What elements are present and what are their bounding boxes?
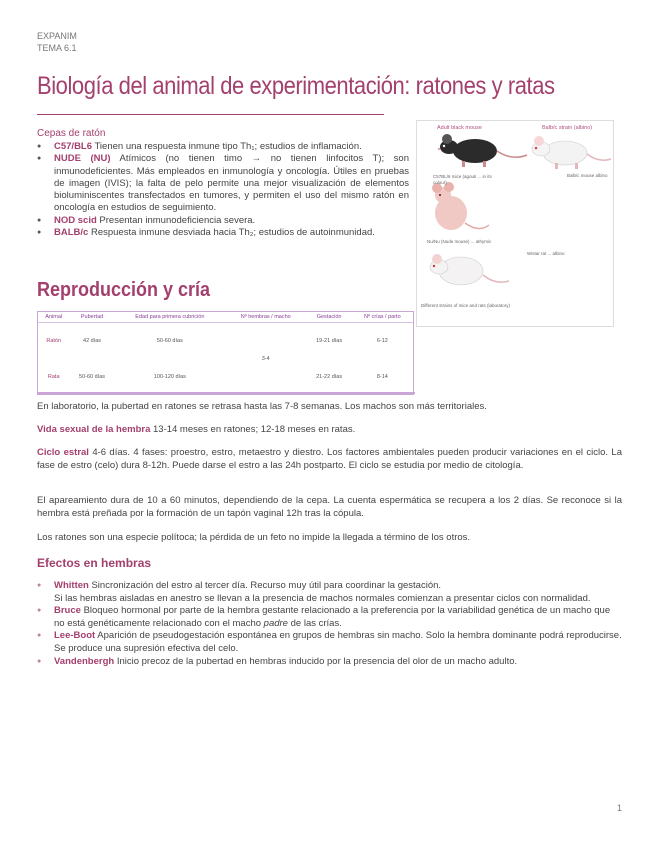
paragraph-text: 4-6 días. 4 fases: proestro, estro, metaestro y diestro. Los factores ambientales pueden producir variaciones en el ciclo. La fase de estro (celo) dura 8-12h. Puede darse el estro a las 24h postparto. El ciclo se estudia por medio de citología. bbox=[37, 447, 622, 471]
effect-name: Whitten bbox=[54, 580, 89, 591]
paragraph bbox=[37, 447, 622, 473]
strains-label: Cepas de ratón bbox=[37, 128, 106, 139]
figure-caption: Wistar rat ... albino bbox=[527, 251, 565, 256]
table-cell: 21-22 días bbox=[316, 373, 343, 380]
white-mouse-icon bbox=[532, 136, 611, 169]
page-title: Biología del animal de experimentación: ratones y ratas bbox=[37, 72, 555, 100]
effect-description: Sincronización del estro al tercer día. Recurso muy útil para coordinar la gestación. bbox=[88, 580, 442, 591]
paragraph: Los ratones son una especie polítoca; la pérdida de un feto no impide la llegada a término de los otros. bbox=[37, 532, 471, 543]
paragraph: En laboratorio, la pubertad en ratones se retrasa hasta las 7-8 semanas. Los machos son más territoriales. bbox=[37, 401, 487, 412]
page-number: 1 bbox=[616, 803, 622, 813]
effect-description: Bloqueo hormonal por parte de la hembra gestante relacionado a la preferencia por la variabilidad genética de un macho que no está genéticamente relacionado con el macho bbox=[54, 605, 611, 629]
strain-name: C57/BL6 bbox=[54, 141, 93, 152]
strain-description: Presentan inmunodeficiencia severa. bbox=[96, 214, 256, 226]
strain-name: NOD scid bbox=[54, 214, 97, 226]
figure-caption: Different strains of mice and rats (laboratory) bbox=[421, 303, 510, 308]
white-rat-icon bbox=[430, 254, 509, 285]
figure-caption: Nu/Nu (Nude mouse) ... athymic bbox=[427, 239, 492, 244]
list-item bbox=[37, 580, 622, 605]
list-item bbox=[37, 227, 409, 239]
effect-description: Si las hembras aisladas en anestro se llevan a la presencia de machos normales comienzan a presentar ciclos con normalidad. bbox=[54, 592, 591, 604]
column-header: Nº crías / parto bbox=[352, 312, 413, 323]
paragraph-lead: Vida sexual de la hembra bbox=[37, 424, 151, 435]
nude-mouse-icon bbox=[432, 182, 489, 230]
table-cell: Rata bbox=[47, 373, 60, 380]
strain-name: NUDE (NU) bbox=[54, 153, 111, 165]
column-header: Animal bbox=[38, 312, 69, 323]
strain-description: Atímicos (no tienen timo → no tienen linfocitos T); son inmunodeficientes. Más empleados en inmunología y oncología. Útiles en pruebas de imagen (IVIS); la falta de pelo permite una mejor visualización de elementos bioluminiscentes transfectados en tumores, y permiten el uso del mismo ratón en oncología en estudios de seguimiento. bbox=[54, 153, 409, 214]
column-header: Edad para primera cubrición bbox=[115, 312, 225, 323]
list-item bbox=[37, 605, 622, 630]
table-cell: 6-12 bbox=[376, 338, 388, 345]
paragraph bbox=[37, 424, 622, 437]
course-name: EXPANIM bbox=[37, 31, 77, 41]
paragraph-lead: Ciclo estral bbox=[37, 447, 89, 458]
figure-caption: Balb/c mouse albino bbox=[567, 173, 608, 178]
mouse-illustrations bbox=[417, 121, 613, 326]
column-header: Pubertad bbox=[69, 312, 114, 323]
list-item bbox=[37, 141, 409, 153]
table-cell: Ratón bbox=[46, 338, 62, 345]
topic-number: TEMA 6.1 bbox=[37, 43, 77, 53]
effect-name: Vandenbergh bbox=[54, 655, 115, 667]
effect-emphasis: padre bbox=[263, 617, 288, 629]
paragraph: El apareamiento dura de 10 a 60 minutos, dependiendo de la cepa. La cuenta espermática se recupera a los 2 días. Se reconoce si la hembra está preñada por la formación de un tapón vaginal 12h tras la cópula. bbox=[37, 495, 622, 519]
table-cell: 50-60 días bbox=[79, 373, 106, 380]
document-header bbox=[37, 30, 77, 54]
list-item bbox=[37, 153, 409, 214]
column-header: Gestación bbox=[306, 312, 351, 323]
figure-caption: C57BL/6 mice (agouti ... in its colour) bbox=[433, 174, 492, 185]
table-cell: 3-4 bbox=[261, 355, 270, 362]
list-item bbox=[37, 215, 409, 227]
strain-description: Respuesta inmune desviada hacia Th₂; estudios de autoinmunidad. bbox=[88, 227, 375, 239]
figure-label: Balb/c strain (albino) bbox=[542, 125, 593, 131]
list-item bbox=[37, 656, 622, 669]
table-cell: 100-120 días bbox=[153, 373, 186, 380]
table-row bbox=[38, 323, 413, 360]
title-divider bbox=[37, 114, 384, 115]
reproduction-table bbox=[37, 311, 414, 395]
strain-name: BALB/c bbox=[54, 227, 89, 239]
table-cell: 19-21 días bbox=[316, 338, 343, 345]
strains-list bbox=[37, 141, 409, 239]
effect-name: Lee-Boot bbox=[54, 630, 96, 642]
table-divider bbox=[37, 392, 415, 394]
effect-description: Aparición de pseudogestación espontánea en grupos de hembras sin macho. Solo la hembra dominante podrá reproducirse. Se produce una supresión efectiva del celo. bbox=[54, 630, 622, 654]
black-mouse-icon bbox=[438, 134, 527, 167]
paragraph-text: 13-14 meses en ratones; 12-18 meses en ratas. bbox=[150, 424, 356, 435]
list-item bbox=[37, 630, 622, 655]
figure-label: Adult black mouse bbox=[437, 125, 482, 131]
mouse-strains-figure bbox=[416, 120, 614, 327]
reproduction-heading: Reproducción y cría bbox=[37, 279, 211, 301]
effect-description: de las crías. bbox=[287, 617, 342, 629]
effects-heading: Efectos en hembras bbox=[37, 556, 152, 570]
effects-list bbox=[37, 580, 622, 668]
effect-description: Inicio precoz de la pubertad en hembras inducido por la presencia del olor de un macho adulto. bbox=[114, 655, 518, 667]
table-cell: 50-60 días bbox=[156, 338, 183, 345]
strain-description: Tienen una respuesta inmune tipo Th₁; estudios de inflamación. bbox=[92, 141, 362, 152]
effect-name: Bruce bbox=[54, 605, 81, 617]
table-cell: 42 días bbox=[83, 338, 102, 345]
column-header: Nº hembras / macho bbox=[225, 312, 306, 323]
table-cell: 8-14 bbox=[376, 373, 388, 380]
